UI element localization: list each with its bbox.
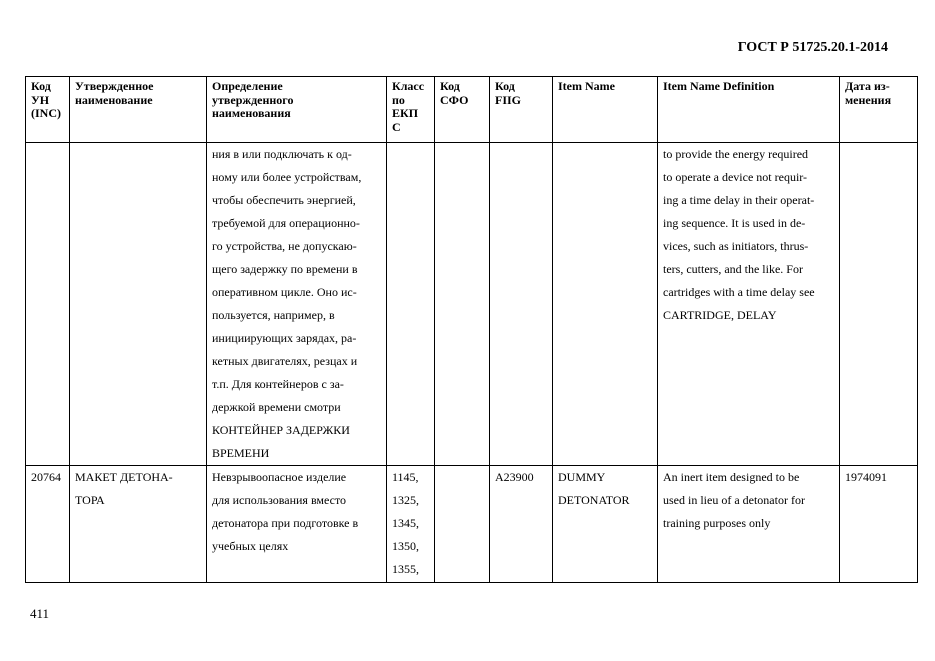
col-header-line: менения <box>845 92 892 107</box>
col-header-line: утвержденного <box>212 92 294 107</box>
col-header-line: наименование <box>75 92 153 107</box>
cell-inc <box>26 143 70 466</box>
cell-definition <box>207 466 387 583</box>
cell-line: 1325, <box>392 493 419 507</box>
cell-approved-name <box>70 143 207 466</box>
document-code: ГОСТ Р 51725.20.1-2014 <box>737 40 888 55</box>
col-header-line: УН <box>31 92 50 107</box>
cell-line: для использования вместо <box>212 493 347 507</box>
cell-line: т.п. Для контейнеров с за- <box>212 377 344 391</box>
cell-item-name-definition <box>658 466 840 583</box>
cell-line: An inert item designed to be <box>663 470 800 484</box>
cell-item-name <box>553 143 658 466</box>
cell-line: МАКЕТ ДЕТОНА- <box>75 470 173 484</box>
cell-line: детонатора при подготовке в <box>212 516 359 530</box>
cell-line: Невзрывоопасное изделие <box>212 470 347 484</box>
col-header-approved-name <box>70 77 207 143</box>
table-row <box>26 466 918 583</box>
cell-date <box>840 143 918 466</box>
cell-definition <box>207 143 387 466</box>
cell-line: ing a time delay in their operat- <box>663 193 815 207</box>
col-header-line: СФО <box>440 92 469 107</box>
col-header-fiig <box>490 77 553 143</box>
cell-line: training purposes only <box>663 516 771 530</box>
cell-line: ing sequence. It is used in de- <box>663 216 806 230</box>
cell-line: A23900 <box>495 470 534 484</box>
col-header-line: Класс <box>392 79 425 93</box>
cell-line: ному или более устройствам, <box>212 170 362 184</box>
cell-line: 1974091 <box>845 470 887 484</box>
col-header-line: по <box>392 92 405 107</box>
cell-line: держкой времени смотри <box>212 400 341 414</box>
cell-class <box>387 466 435 583</box>
cell-line: пользуется, например, в <box>212 308 335 322</box>
cell-line: 20764 <box>31 470 61 484</box>
cell-line: КОНТЕЙНЕР ЗАДЕРЖКИ <box>212 423 350 437</box>
col-header-line: наименования <box>212 106 291 120</box>
col-header-line: Код <box>31 79 51 93</box>
cell-line: 1145, <box>392 470 419 484</box>
col-header-line: Item Name Definition <box>663 79 775 93</box>
cell-line: 1345, <box>392 516 419 530</box>
col-header-item-name <box>553 77 658 143</box>
col-header-sfo <box>435 77 490 143</box>
cell-line: DUMMY <box>558 470 606 484</box>
col-header-line: Код <box>495 79 515 93</box>
cell-line: го устройства, не допускаю- <box>212 239 357 253</box>
cell-line: vices, such as initiators, thrus- <box>663 239 809 253</box>
catalog-table <box>25 76 918 583</box>
cell-sfo <box>435 143 490 466</box>
cell-line: to provide the energy required <box>663 147 809 161</box>
cell-date <box>840 466 918 583</box>
col-header-item-name-definition <box>658 77 840 143</box>
table-row <box>26 143 918 466</box>
cell-line: ТОРА <box>75 493 105 507</box>
cell-line: чтобы обеспечить энергией, <box>212 193 356 207</box>
cell-line: to operate a device not requir- <box>663 170 808 184</box>
col-header-line: С <box>392 119 401 134</box>
cell-line: ВРЕМЕНИ <box>212 446 270 460</box>
cell-sfo <box>435 466 490 583</box>
cell-line: кетных двигателях, резцах и <box>212 354 358 368</box>
cell-item-name-definition <box>658 143 840 466</box>
cell-line: CARTRIDGE, DELAY <box>663 308 777 322</box>
cell-line: ters, cutters, and the like. For <box>663 262 803 276</box>
cell-line: требуемой для операционно- <box>212 216 360 230</box>
col-header-line: Утвержденное <box>75 79 154 93</box>
col-header-line: ЕКП <box>392 106 419 120</box>
col-header-definition <box>207 77 387 143</box>
cell-line: 1350, <box>392 539 419 553</box>
cell-inc <box>26 466 70 583</box>
cell-fiig <box>490 466 553 583</box>
cell-line: ния в или подключать к од- <box>212 147 352 161</box>
col-header-line: FIIG <box>495 92 522 107</box>
cell-line: cartridges with a time delay see <box>663 285 815 299</box>
cell-line: used in lieu of a detonator for <box>663 493 805 507</box>
col-header-line: Item Name <box>558 79 615 93</box>
cell-line: 1355, <box>392 562 419 576</box>
cell-class <box>387 143 435 466</box>
cell-item-name <box>553 466 658 583</box>
col-header-line: Определение <box>212 79 283 93</box>
header-row <box>26 77 918 143</box>
col-header-line: Дата из- <box>845 79 890 93</box>
cell-line: учебных целях <box>212 539 289 553</box>
cell-line: инициирующих зарядах, ра- <box>212 331 357 345</box>
col-header-date <box>840 77 918 143</box>
page-number: 411 <box>30 606 50 621</box>
cell-fiig <box>490 143 553 466</box>
cell-line: щего задержку по времени в <box>212 262 358 276</box>
cell-approved-name <box>70 466 207 583</box>
cell-line: DETONATOR <box>558 493 630 507</box>
col-header-inc <box>26 77 70 143</box>
cell-line: оперативном цикле. Оно ис- <box>212 285 357 299</box>
col-header-class <box>387 77 435 143</box>
col-header-line: (INC) <box>31 106 61 120</box>
col-header-line: Код <box>440 79 460 93</box>
